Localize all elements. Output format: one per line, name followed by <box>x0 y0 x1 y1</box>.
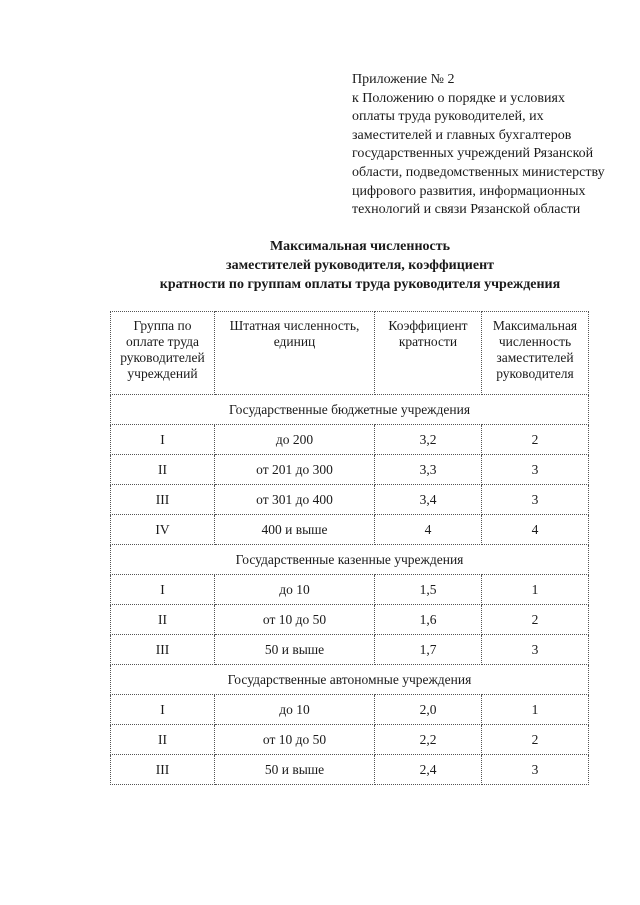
table-row <box>111 485 589 515</box>
header-coefficient <box>375 312 482 395</box>
cell-staff: 50 и выше <box>215 755 375 785</box>
cell-max-deputies: 3 <box>482 635 589 665</box>
appendix-line: Приложение № 2 <box>352 72 455 87</box>
cell-staff: до 200 <box>215 425 375 455</box>
section-title: Государственные автономные учреждения <box>111 665 589 695</box>
header-text: оплате труда <box>125 334 200 349</box>
header-text: руководителей <box>120 350 205 365</box>
cell-group: I <box>111 425 215 455</box>
cell-group: II <box>111 605 215 635</box>
appendix-line: к Положению о порядке и условиях <box>352 90 565 106</box>
table-row <box>111 575 589 605</box>
section-row <box>111 395 589 425</box>
table-row <box>111 725 589 755</box>
cell-coefficient: 3,4 <box>375 485 482 515</box>
section-title: Государственные казенные учреждения <box>111 545 589 575</box>
cell-max-deputies: 1 <box>482 695 589 725</box>
cell-coefficient: 1,7 <box>375 635 482 665</box>
header-text: численность <box>498 334 572 349</box>
cell-max-deputies: 2 <box>482 605 589 635</box>
header-text: кратности <box>398 334 458 349</box>
table-row <box>111 425 589 455</box>
appendix-line: государственных учреждений Рязанской <box>352 146 594 162</box>
cell-group: I <box>111 695 215 725</box>
cell-group: III <box>111 485 215 515</box>
table-row <box>111 455 589 485</box>
table-row <box>111 635 589 665</box>
cell-coefficient: 4 <box>375 515 482 545</box>
cell-coefficient: 3,2 <box>375 425 482 455</box>
header-text: учреждений <box>127 366 198 381</box>
cell-staff: от 201 до 300 <box>215 455 375 485</box>
cell-group: I <box>111 575 215 605</box>
header-max-deputies <box>482 312 589 395</box>
cell-staff: от 10 до 50 <box>215 605 375 635</box>
header-text: Группа по <box>133 318 192 333</box>
appendix-line: оплаты труда руководителей, их <box>352 109 544 125</box>
cell-staff: 50 и выше <box>215 635 375 665</box>
header-text: Коэффициент <box>388 318 468 333</box>
appendix-line: области, подведомственных министерству <box>352 164 605 180</box>
cell-group: II <box>111 725 215 755</box>
header-text: руководителя <box>496 366 574 381</box>
cell-group: II <box>111 455 215 485</box>
cell-group: III <box>111 635 215 665</box>
cell-max-deputies: 3 <box>482 485 589 515</box>
cell-coefficient: 3,3 <box>375 455 482 485</box>
header-text: Максимальная <box>492 318 578 333</box>
cell-max-deputies: 3 <box>482 455 589 485</box>
cell-max-deputies: 4 <box>482 515 589 545</box>
cell-max-deputies: 3 <box>482 755 589 785</box>
header-staff <box>215 312 375 395</box>
table-row <box>111 755 589 785</box>
appendix-line: цифрового развития, информационных <box>352 183 586 199</box>
cell-max-deputies: 1 <box>482 575 589 605</box>
appendix-line: заместителей и главных бухгалтеров <box>352 127 572 143</box>
cell-coefficient: 2,2 <box>375 725 482 755</box>
cell-coefficient: 1,5 <box>375 575 482 605</box>
table-row <box>111 605 589 635</box>
cell-max-deputies: 2 <box>482 725 589 755</box>
deputies-table <box>110 311 589 785</box>
title-line: кратности по группам оплаты труда руководителя учреждения <box>159 277 561 292</box>
header-text: Штатная численность, <box>229 318 360 333</box>
cell-staff: от 301 до 400 <box>215 485 375 515</box>
header-text: единиц <box>273 334 316 349</box>
cell-staff: от 10 до 50 <box>215 725 375 755</box>
table-row <box>111 515 589 545</box>
table-row <box>111 695 589 725</box>
header-group <box>111 312 215 395</box>
cell-coefficient: 1,6 <box>375 605 482 635</box>
cell-group: III <box>111 755 215 785</box>
table-header-row <box>111 312 589 395</box>
header-text: заместителей <box>496 350 574 365</box>
cell-staff: до 10 <box>215 575 375 605</box>
title-line: Максимальная численность <box>269 239 451 254</box>
title-line: заместителей руководителя, коэффициент <box>225 258 495 273</box>
cell-staff: до 10 <box>215 695 375 725</box>
cell-staff: 400 и выше <box>215 515 375 545</box>
appendix-line: технологий и связи Рязанской области <box>352 202 581 218</box>
document-title <box>80 237 640 294</box>
cell-max-deputies: 2 <box>482 425 589 455</box>
section-row <box>111 665 589 695</box>
section-row <box>111 545 589 575</box>
appendix-block <box>352 71 632 220</box>
cell-group: IV <box>111 515 215 545</box>
cell-coefficient: 2,4 <box>375 755 482 785</box>
cell-coefficient: 2,0 <box>375 695 482 725</box>
section-title: Государственные бюджетные учреждения <box>111 395 589 425</box>
